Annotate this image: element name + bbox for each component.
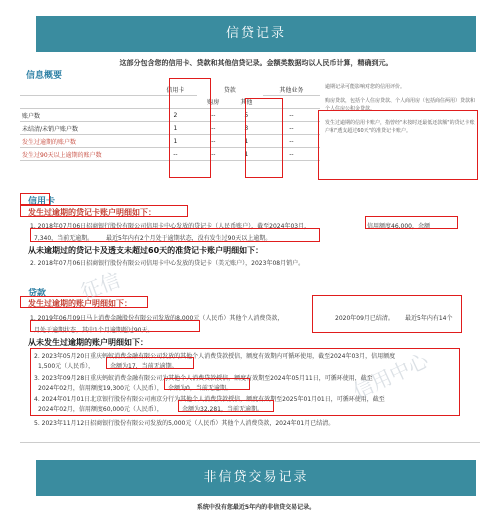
cc-no-overdue-title: 从未逾期过的贷记卡及透支未超过60天的准贷记卡账户明细如下： [28,246,264,255]
watermark-seal: 征信 [77,267,124,305]
col-housing: 购房 [197,96,230,109]
watermark-seal: 信用中心 [349,348,432,404]
highlight-balance-32281 [178,400,274,412]
col-loan: 贷款 [223,86,236,94]
table-row: 未结清/未销户账户数 1 -- 3 -- [20,122,320,135]
cc-overdue-title: 发生过逾期的贷记卡账户明细如下： [28,208,156,217]
credit-records-banner: 信贷记录 [36,16,476,52]
highlight-cc-overdue-title [20,205,188,217]
highlight-other-loan-column [245,98,283,178]
non-credit-banner: 非信贷交易记录 [36,460,476,496]
highlight-credit-card-column [169,78,211,178]
highlight-loan-settled [312,295,462,333]
table-row: 账户数 2 -- 5 -- [20,109,320,122]
table-row: 发生过逾期的账户数 1 -- 1 -- [20,135,320,148]
credit-card-heading: 信用卡 [28,197,56,207]
loan-no-overdue-title: 从未发生过逾期的账户明细如下： [28,338,148,347]
highlight-balance-17 [106,357,194,369]
credit-records-note: 这部分包含您的信用卡、贷款和其他信贷记录。金额类数据均以人民币计算，精确到元。 [119,59,393,67]
summary-description: 逾期记录可能影响对您的信用评价。 购房贷款，包括个人住房贷款、个人商用房（包括商住两用）贷款和个人住房公积金贷款。 发生过逾期的信用卡账户，指曾经"未按时还最低还款额"的贷记卡账户和"透支超过60天"的准贷记卡账户。 [325,84,476,134]
highlight-balance-0 [164,378,250,390]
non-credit-note: 系统中没有您最近5年内的非信贷交易记录。 [196,504,316,511]
loan-heading: 贷款 [28,289,47,299]
divider [20,442,480,443]
col-credit-card: 信用卡 [154,83,197,96]
credit-report-page: 信贷记录 这部分包含您的信用卡、贷款和其他信贷记录。金额类数据均以人民币计算，精确到元。 信息概要 信用卡 贷款 其他业务 购房 其他 账户数 2 -- 5 -- 未结清/未销户账户数 1 -- 3 -- 发生过逾期的账户数 1 -- 1 -- 发生过90天以上逾期的账户数 -- -- 1 -- 逾期记录可能影响对您的信用评价。 购房贷款，包括个人住房贷款、个人商用房（包括商住两用）贷款和个人住房公积金贷款。 发生过逾期的信用卡账户，指曾经"未按时还最低还款额"的贷记卡账户和"透支超过60天"的准贷记卡账户。 信用卡 发生过逾期的贷记卡账户明细如下： 1. 2018年07月06日招商银行股份有限公司信用卡中心发放的贷记卡（人民币账户），截至2024年03月， 信用额度46,000，余额 7,340，当前无逾期。 最近5年内有2个月处于逾期状态，没有发生过90天以上逾期。 从未逾期过的贷记卡及透支未超过60天的准贷记卡账户明细如下： 2. 2018年07月06日招商银行股份有限公司信用卡中心发放的贷记卡（美元账户），2023年08月销户。 贷款 发生过逾期的账户明细如下： 1. 2019年06月09日马上消费金融股份有限公司发放的8,000元（人民币）其他个人消费贷款， 2020年09月已结清。 最近5年内有14个 月处于逾期状态，其中1个月逾期超过90天。 从未发生过逾期的账户明细如下： 2. 2023年05月20日重庆蚂蚁消费金融有限公司发放的其他个人消费贷款授信，额度有效期内可循环使用，截至2024年03月，信用额度 1,500元（人民币）， 余额为17，当前无逾期。 3. 2023年09月28日重庆蚂蚁消费金融有限公司为其他个人消费贷款授信，额度有效期至2024年05月11日，可循环使用，截至 2024年02月，信用额度19,300元（人民币）， 余额为0，当前无逾期。 4. 2024年01月01日北京银行股份有限公司南京分行为其他个人消费贷款授信，额度有效期至2025年01月01日，可循环使用，截至 2024年02月，信用额度60,000元（人民币）， 余额为32,281，当前无逾期。 5. 2023年11月12日招商银行股份有限公司发放的5,000元（人民币）其他个人消费贷款，2024年01月已结清。 非信贷交易记录 系统中没有您最近5年内的非信贷交易记录。 征信 信用中心 [20,0,490,512]
highlight-overdue-description [318,110,478,180]
highlight-loan-overdue-months [30,320,200,332]
col-other-business: 其他业务 [263,83,320,96]
col-other: 其他 [230,96,263,109]
highlight-credit-limit [365,216,458,229]
highlight-credit-card-heading [20,193,50,205]
highlight-cc-overdue-detail [30,228,320,242]
table-row: 发生过90天以上逾期的账户数 -- -- 1 -- [20,148,320,161]
summary-heading: 信息概要 [26,71,63,81]
loan-overdue-title: 发生过逾期的账户明细如下： [28,299,132,308]
